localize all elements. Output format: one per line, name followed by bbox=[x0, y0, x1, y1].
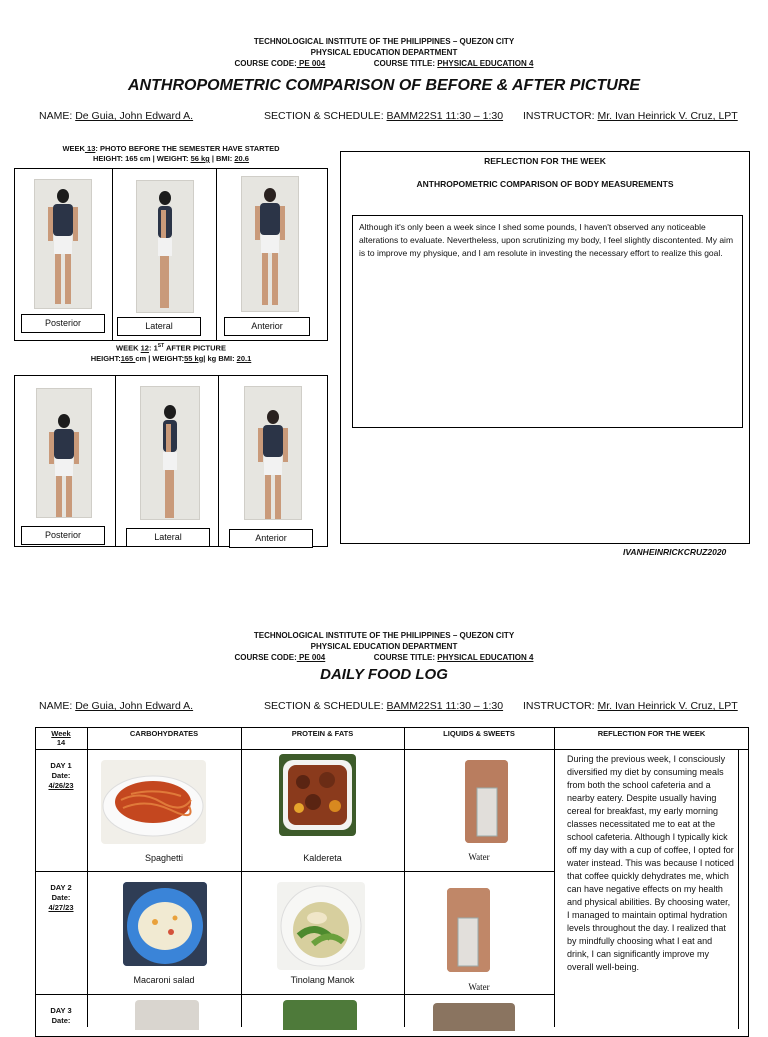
tinola-photo bbox=[277, 882, 365, 970]
macaroni-photo bbox=[123, 882, 207, 966]
day-1-cell: DAY 1 Date: 4/26/23 bbox=[48, 761, 74, 790]
day-3-protein-photo bbox=[283, 1000, 357, 1030]
name-line-2: NAME: De Guia, John Edward A. bbox=[39, 700, 194, 712]
reflection-title: REFLECTION FOR THE WEEK bbox=[484, 156, 606, 166]
after-posterior-photo bbox=[36, 388, 92, 518]
day-3-cell: DAY 3 Date: bbox=[50, 1006, 72, 1025]
before-anterior-photo bbox=[241, 176, 299, 312]
day-3-liquid-photo bbox=[433, 1003, 515, 1031]
day-2-cell: DAY 2 Date: 4/27/23 bbox=[48, 883, 74, 912]
after-posterior-label: Posterior bbox=[21, 526, 105, 545]
day-2-liquid: Water bbox=[468, 982, 490, 992]
before-caption: WEEK 13: PHOTO BEFORE THE SEMESTER HAVE STARTED HEIGHT: 165 cm | WEIGHT: 56 kg | BMI: 20.6 bbox=[62, 144, 280, 163]
kaldereta-photo bbox=[279, 754, 356, 836]
after-caption: WEEK 12: 1ST AFTER PICTURE HEIGHT:165 cm | WEIGHT:55 kg| kg BMI: 20.1 bbox=[90, 343, 252, 363]
week-header: Week 14 bbox=[51, 729, 71, 747]
instructor-line-2: INSTRUCTOR: Mr. Ivan Heinrick V. Cruz, LPT bbox=[523, 700, 738, 712]
before-anterior-label: Anterior bbox=[224, 317, 310, 336]
department: PHYSICAL EDUCATION DEPARTMENT bbox=[310, 48, 458, 57]
day-3-carb-photo bbox=[135, 1000, 199, 1030]
signature: IVANHEINRICKCRUZ2020 bbox=[623, 547, 727, 557]
after-lateral-label: Lateral bbox=[126, 528, 210, 547]
reflection-header: REFLECTION FOR THE WEEK bbox=[597, 729, 706, 738]
course-line-2: COURSE CODE: PE 004 COURSE TITLE: PHYSICAL EDUCATION 4 bbox=[234, 653, 534, 662]
after-anterior-label: Anterior bbox=[229, 529, 313, 548]
before-lateral-label: Lateral bbox=[117, 317, 201, 336]
before-posterior-label: Posterior bbox=[21, 314, 105, 333]
before-posterior-photo bbox=[34, 179, 92, 309]
liquid-header: LIQUIDS & SWEETS bbox=[443, 729, 515, 738]
section-line: SECTION & SCHEDULE: BAMM22S1 11:30 – 1:30 bbox=[264, 110, 504, 122]
after-anterior-photo bbox=[244, 386, 302, 520]
school-name: TECHNOLOGICAL INSTITUTE OF THE PHILIPPINES – QUEZON CITY bbox=[253, 37, 515, 46]
section-line-2: SECTION & SCHEDULE: BAMM22S1 11:30 – 1:30 bbox=[264, 700, 504, 712]
food-log-title: DAILY FOOD LOG bbox=[320, 666, 448, 683]
day-1-liquid: Water bbox=[468, 852, 490, 862]
after-lateral-photo bbox=[140, 386, 200, 520]
department-2: PHYSICAL EDUCATION DEPARTMENT bbox=[310, 642, 458, 651]
reflection-subtitle: ANTHROPOMETRIC COMPARISON OF BODY MEASUREMENTS bbox=[416, 179, 674, 189]
school-name-2: TECHNOLOGICAL INSTITUTE OF THE PHILIPPINES – QUEZON CITY bbox=[253, 631, 515, 640]
before-lateral-photo bbox=[136, 180, 194, 313]
day-1-protein: Kaldereta bbox=[303, 853, 342, 863]
name-line: NAME: De Guia, John Edward A. bbox=[39, 110, 194, 122]
day-2-protein: Tinolang Manok bbox=[290, 975, 355, 985]
day-1-carb: Spaghetti bbox=[144, 853, 184, 863]
instructor-line: INSTRUCTOR: Mr. Ivan Heinrick V. Cruz, LPT bbox=[523, 110, 738, 122]
protein-header: PROTEIN & FATS bbox=[291, 729, 354, 738]
spaghetti-photo bbox=[101, 760, 206, 844]
course-line: COURSE CODE: PE 004 COURSE TITLE: PHYSICAL EDUCATION 4 bbox=[234, 59, 534, 68]
reflection-text: Although it's only been a week since I shed some pounds, I haven't observed any noticeable alterations to evaluate. Nevertheless, upon scrutinizing my body, I feel slightly discontented. My aim is to improve my physique, and I am resolute in investing the necessary effort to realize this goal. bbox=[352, 215, 743, 428]
page-title: ANTHROPOMETRIC COMPARISON OF BEFORE & AFTER PICTURE bbox=[128, 77, 640, 94]
carb-header: CARBOHYDRATES bbox=[129, 729, 199, 738]
day-2-carb: Macaroni salad bbox=[133, 975, 195, 985]
water-photo-1 bbox=[465, 760, 508, 843]
water-photo-2 bbox=[447, 888, 490, 972]
weekly-reflection-text: During the previous week, I consciously diversified my diet by consuming meals from both the school cafeteria and a nearby eatery. Despite usually having cereal for breakfast, my early morning classes necessitated me to eat at the school cafeteria. Although I typically kick off my day with a cup of coffee, I opted for water instead. This was because I noticed that coffee quickly dehydrates me, which can have negative effects on my health and physical abilities. By choosing water, I managed to maintain optimal hydration levels throughout the day. I realized that by mindfully choosing what I eat and drink, I can significantly improve my overall well-being. bbox=[567, 754, 734, 972]
